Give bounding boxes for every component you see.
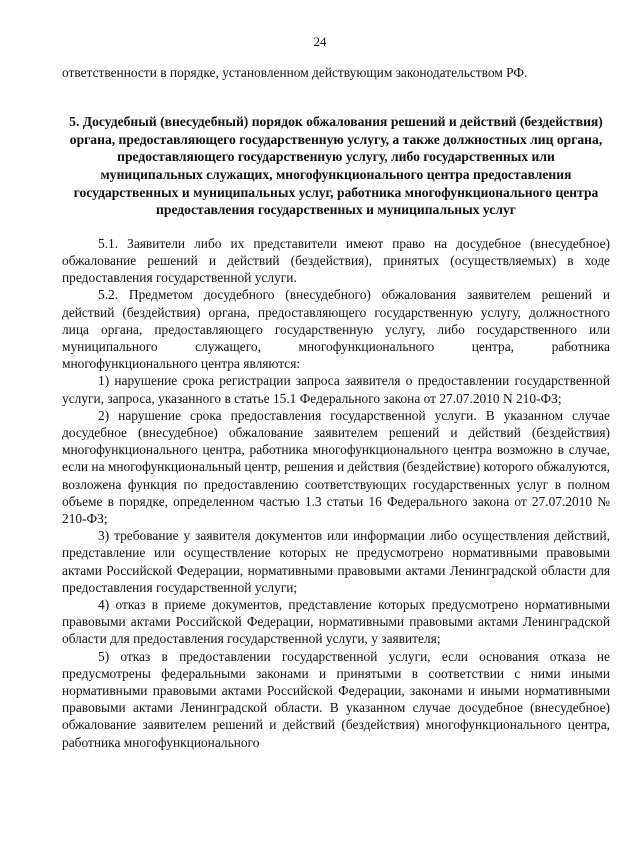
- list-item-2: 2) нарушение срока предоставления государственной услуги. В указанном случае досудебное (внесудебное) обжалование заявителем решений и действий (бездействия) многофункционального центра, работника многофункционального центра возможно в случае, если на многофункциональный центр, решения и действия (бездействие) которого обжалуются, возложена функция по предоставлению соответствующих государственных услуг в полном объеме в порядке, определенном частью 1.3 статьи 16 Федерального закона от 27.07.2010 № 210-ФЗ;: [62, 407, 610, 527]
- carry-over-line: ответственности в порядке, установленном действующим законодательством РФ.: [62, 65, 528, 80]
- paragraph-5-1: 5.1. Заявители либо их представители имеют право на досудебное (внесудебное) обжалование решений и действий (бездействия), принятых (осуществляемых) в ходе предоставления государственной услуги.: [62, 235, 610, 286]
- page-number: 24: [313, 34, 327, 49]
- page-content: [62, 64, 610, 751]
- list-item-3: 3) требование у заявителя документов или информации либо осуществления действий, представление или осуществление которых не предусмотрено нормативными правовыми актами Российской Федерации, нормативными правовыми актами Ленинградской области для предоставления государственной услуги;: [62, 528, 610, 595]
- list-item-1: 1) нарушение срока регистрации запроса заявителя о предоставлении государственной услуги, запроса, указанного в статье 15.1 Федерального закона от 27.07.2010 N 210-ФЗ;: [62, 373, 610, 406]
- list-item-4: 4) отказ в приеме документов, представление которых предусмотрено нормативными правовыми актами Российской Федерации, нормативными правовыми актами Ленинградской области для предоставления государственной услуги, у заявителя;: [62, 597, 610, 647]
- list-item-5: 5) отказ в предоставлении государственной услуги, если основания отказа не предусмотрены федеральными законами и принятыми в соответствии с ними иными нормативными правовыми актами Российской Федерации, законами и иными нормативными правовыми актами Ленинградской области. В указанном случае досудебное (внесудебное) обжалование заявителем решений и действий (бездействия) многофункционального центра, работника многофункционального: [62, 648, 610, 750]
- paragraph-5-2: 5.2. Предметом досудебного (внесудебного) обжалования заявителем решений и действий (бездействия) органа, предоставляющего государственную услугу, должностного лица органа, предоставляющего государственную услугу, либо государственного или муниципального служащего, многофункционального центра, работника многофункционального центра являются:: [62, 287, 610, 372]
- section-heading: 5. Досудебный (внесудебный) порядок обжалования решений и действий (бездействия) органа, предоставляющего государственную услугу, а также должностных лиц органа, предоставляющего государственную услугу, либо государственных или муниципальных служащих, многофункционального центра предоставления государственных и муниципальных услуг, работника многофункционального центра предоставления государственных и муниципальных услуг: [69, 114, 603, 218]
